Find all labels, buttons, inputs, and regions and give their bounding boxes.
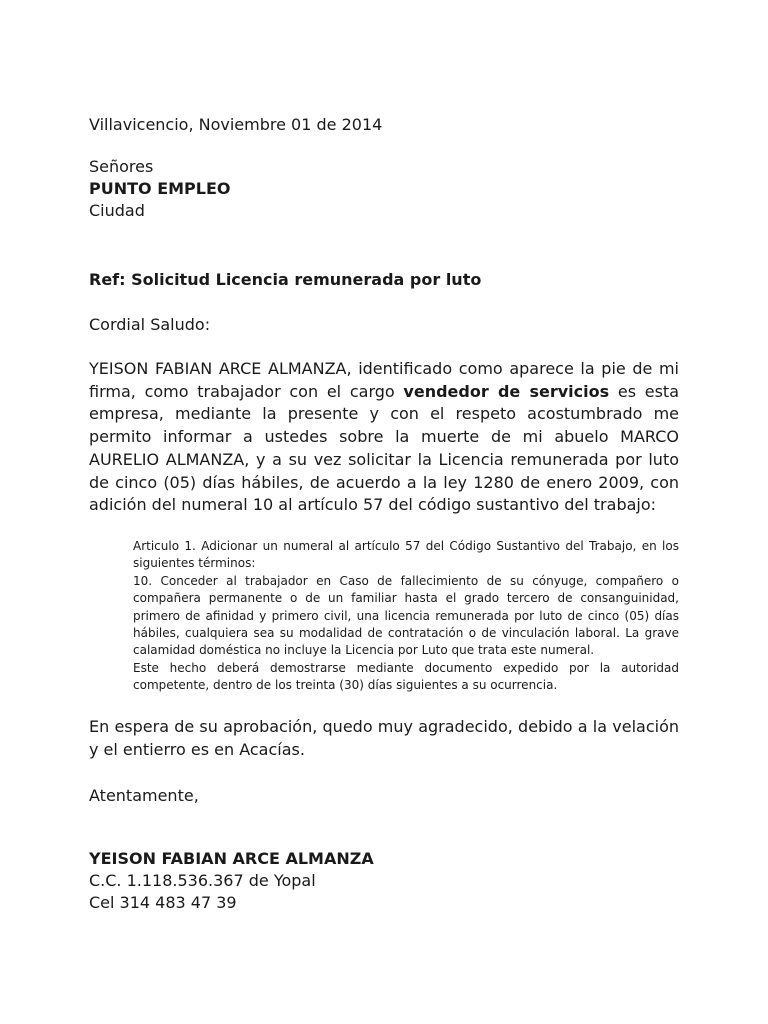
date-line: Villavicencio, Noviembre 01 de 2014 [89,115,383,134]
closing-paragraph: En espera de su aprobación, quedo muy agradecido, debido a la velación y el entierro es en Acacías. [89,717,679,759]
signature-block [89,848,374,914]
body-text-part2: es esta empresa, mediante la presente y con el respeto acostumbrado me permito informar a ustedes sobre la muerte de mi abuelo MARCO AURELIO ALMANZA, y a su vez solicitar la Licencia remunerada por luto de cinco (05) días hábiles, de acuerdo a la ley 1280 de enero 2009, con adición del numeral 10 al artículo 57 del código sustantivo del trabajo: [89,381,680,515]
recipient-city: Ciudad [89,201,145,220]
recipient-block [89,156,231,222]
legal-quote [133,538,679,695]
quote-proof: Este hecho deberá demostrarse mediante documento expedido por la autoridad competente, dentro de los treinta (30) días siguientes a su ocurrencia. [133,660,679,693]
quote-article: Articulo 1. Adicionar un numeral al artículo 57 del Código Sustantivo del Trabajo, en los siguientes términos: [133,539,679,571]
sign-off: Atentamente, [89,786,199,805]
signer-id: C.C. 1.118.536.367 de Yopal [89,871,316,890]
job-title: vendedor de servicios [403,381,610,401]
quote-numeral: 10. Conceder al trabajador en Caso de fallecimiento de su cónyuge, compañero o compañera permanente o de un familiar hasta el grado tercero de consanguinidad, primero de afinidad y primero civil, una licencia remunerada por luto de cinco (05) días hábiles, cualquiera sea su modalidad de contratación o de vinculación laboral. La grave calamidad doméstica no incluye la Licencia por Luto que trata este numeral. [133,573,679,658]
recipient-salutation: Señores [89,157,154,176]
body-text-part1: YEISON FABIAN ARCE ALMANZA, identificado como aparece la pie de mi firma, como trabajador con el cargo [89,359,679,401]
signer-name: YEISON FABIAN ARCE ALMANZA [89,849,374,868]
greeting: Cordial Saludo: [89,315,211,334]
signer-phone: Cel 314 483 47 39 [89,893,237,912]
reference-line: Ref: Solicitud Licencia remunerada por luto [89,270,482,289]
recipient-company: PUNTO EMPLEO [89,179,231,198]
body-paragraph [89,358,679,517]
